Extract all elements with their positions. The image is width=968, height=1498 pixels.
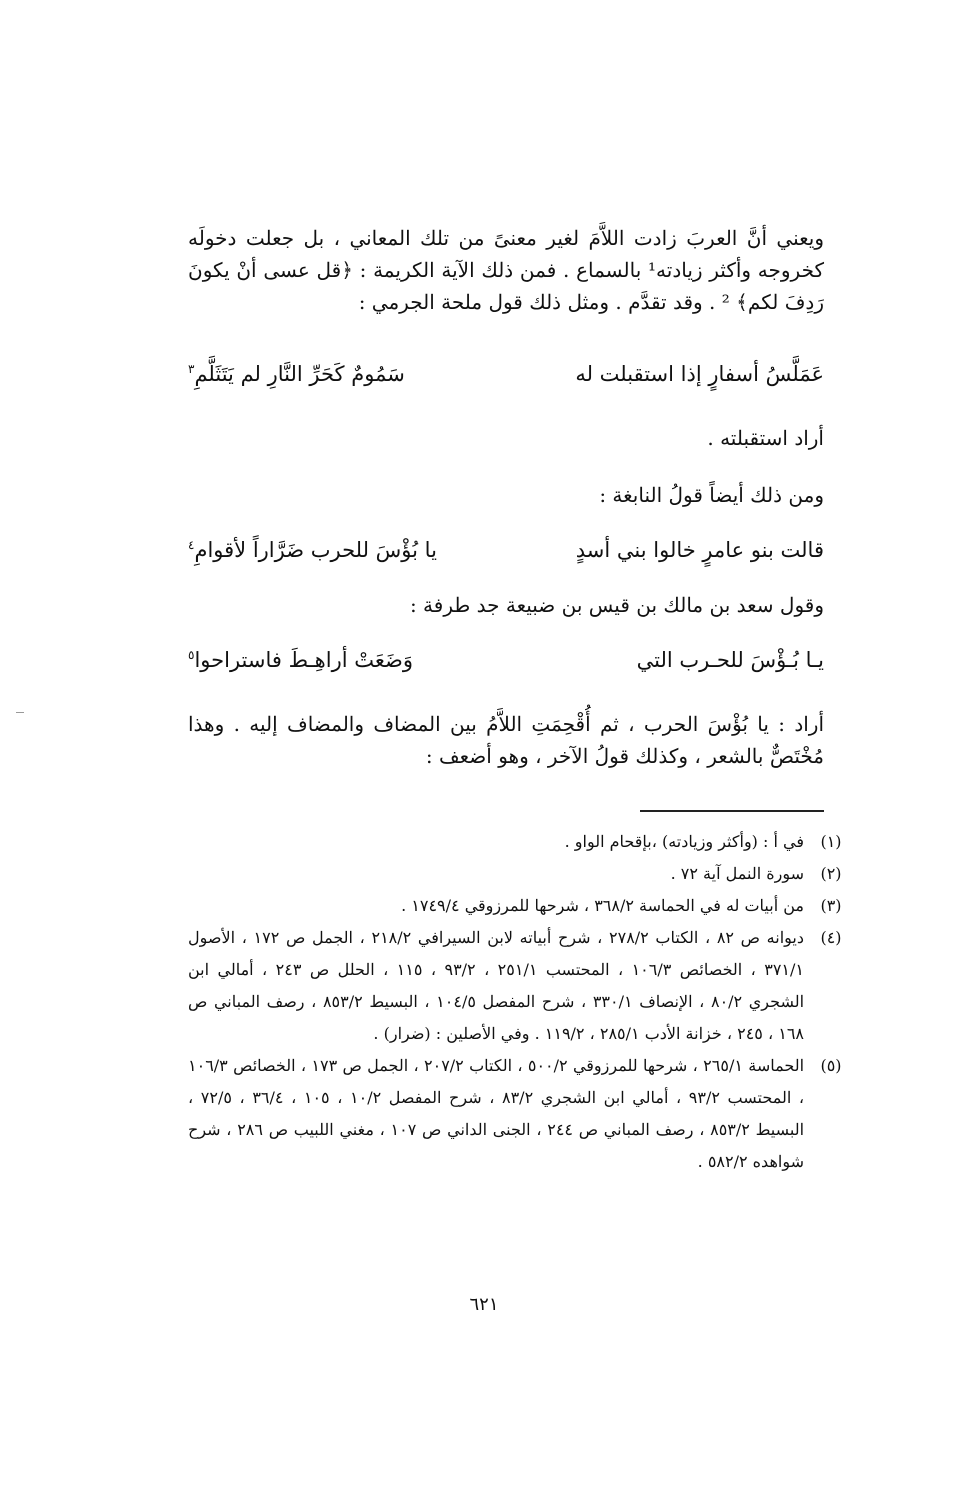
line-2: ومن ذلك أيضاً قولُ النابغة : — [599, 483, 824, 507]
footnote-number: (٣) — [820, 896, 842, 915]
footnote-text: في أ : (وأكثر وزيادته) ،بإقحام الواو . — [564, 832, 804, 851]
line-3: وقول سعد بن مالك بن قيس بن ضبيعة جد طرفة : — [409, 593, 824, 617]
footnotes — [188, 826, 850, 1178]
footnote-text: الحماسة ٢٦٥/١ ، شرحها للمرزوقي ٥٠٠/٢ ، الكتاب ٢٠٧/٢ ، الجمل ص ١٧٣ ، الخصائص ١٠٦/٣ ، المحتسب ٩٣/٢ ، أمالي ابن الشجري ٨٣/٢ ، شرح المفصل ١٠/٢ ، ١٠٥ ، ٣٦/٤ ، ٧٢/٥ ، البسيط ٨٥٣/٢ ، رصف المباني ص ٢٤٤ ، الجنى الداني ص ١٠٧ ، مغني اللبيب ص ٢٨٦ ، شرح شواهده ٥٨٢/٢ . — [188, 1056, 805, 1171]
footnote-text: سورة النمل آية ٧٢ . — [670, 864, 804, 883]
verse-1 — [188, 362, 824, 398]
footnote-2 — [188, 858, 850, 890]
footnote-5 — [188, 1050, 850, 1178]
verse-3 — [188, 648, 824, 684]
page-number: ٦٢١ — [469, 1294, 499, 1315]
verse-2-second-hemistich: يا بُؤْسَ للحرب ضَرَّاراً لأقوامِ — [194, 538, 437, 562]
footnote-number: (٥) — [820, 1056, 842, 1075]
verse-2-note-ref: ٤ — [188, 538, 195, 552]
verse-1-first-hemistich: عَمَلَّسُ أسفارٍ إذا استقبلت له — [575, 362, 824, 386]
verse-2 — [188, 538, 824, 574]
verse-3-second-hemistich: وَضَعَتْ أراهِـطَ فاستراحوا — [194, 648, 413, 672]
verse-2-second-hemistich-wrap — [188, 538, 437, 562]
footnote-4 — [188, 922, 850, 1050]
footnote-text: ديوانه ص ٨٢ ، الكتاب ٢٧٨/٢ ، شرح أبياته لابن السيرافي ٢١٨/٢ ، الجمل ص ١٧٢ ، الأصول ٣٧١/١ ، الخصائص ١٠٦/٣ ، المحتسب ٢٥١/١ ، ٩٣/٢ ، ١١٥ ، الحلل ص ٢٤٣ ، أمالي ابن الشجري ٨٠/٢ ، الإنصاف ٣٣٠/١ ، شرح المفصل ١٠٤/٥ ، البسيط ٨٥٣/٢ ، رصف المباني ص ١٦٨ ، ٢٤٥ ، خزانة الأدب ٢٨٥/١ ، ١١٩/٢ . وفي الأصلين : (ضرار) . — [188, 928, 805, 1043]
paragraph-1: ويعني أنَّ العربَ زادت اللاَّمَ لغير معنىً من تلك المعاني ، بل جعلت دخولَه كخروجه وأكثر زيادته¹ بالسماع . فمن ذلك الآية الكريمة : ﴿قل عسى أنْ يكونَ رَدِفَ لكم﴾ ² . وقد تقدَّم . ومثل ذلك قول ملحة الجرمي : — [188, 226, 825, 314]
paragraph-2: أراد : يا بُؤْسَ الحرب ، ثم أُقْحِمَتِ اللاَّمُ بين المضاف والمضاف إليه . وهذا مُخْتَصٌّ بالشعر ، وكذلك قولُ الآخر ، وهو أضعف : — [188, 712, 824, 768]
footnote-separator — [640, 810, 824, 812]
verse-2-first-hemistich: قالت بنو عامرٍ خالوا بني أسدٍ — [575, 538, 824, 562]
footnote-text: من أبيات له في الحماسة ٣٦٨/٢ ، شرحها للمرزوقي ١٧٤٩/٤ . — [401, 896, 804, 915]
verse-1-second-hemistich-wrap — [188, 362, 405, 386]
verse-1-note-ref: ٣ — [188, 362, 195, 376]
footnote-number: (١) — [820, 832, 842, 851]
footnote-number: (٢) — [820, 864, 842, 883]
verse-3-first-hemistich: يـا بُـؤْسَ للحـرب التي — [636, 648, 824, 672]
verse-3-second-hemistich-wrap — [188, 648, 413, 672]
footnote-3 — [188, 890, 850, 922]
footnote-number: (٤) — [820, 928, 842, 947]
verse-1-second-hemistich: سَمُومٌ كَحَرِّ النَّارِ لم يَتَثَلَّمِ — [194, 362, 405, 386]
verse-3-note-ref: ٥ — [188, 648, 195, 662]
line-1: أراد استقبلته . — [707, 426, 824, 450]
footnote-1 — [188, 826, 850, 858]
scan-speck — [16, 712, 24, 713]
